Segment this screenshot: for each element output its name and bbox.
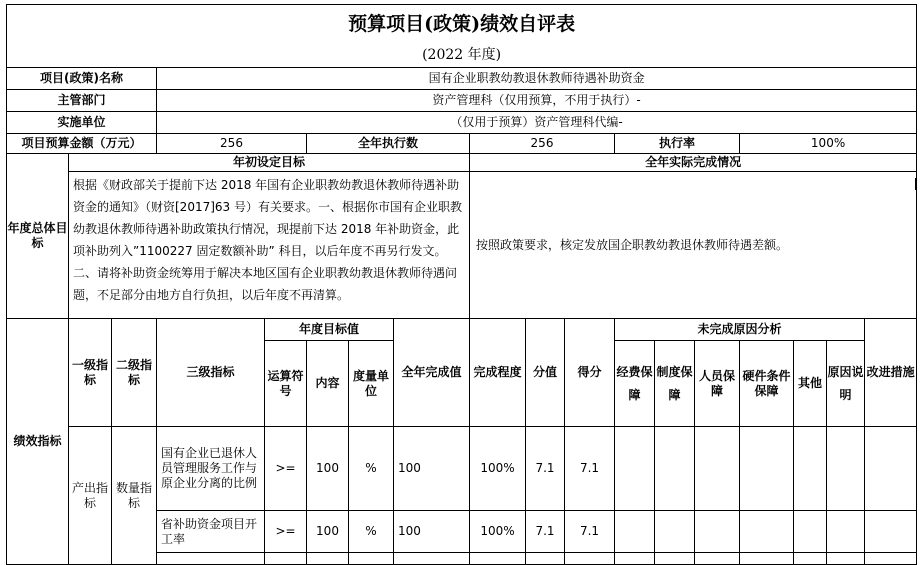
empty-cell bbox=[695, 427, 740, 511]
reason-hardware-header: 硬件条件保障 bbox=[740, 341, 794, 427]
actual-text: 按照政策要求，核定发放国企职教幼教退休教师待遇差额。 bbox=[470, 172, 917, 319]
empty-cell bbox=[740, 553, 794, 565]
level3-header: 三级指标 bbox=[157, 319, 265, 427]
empty-cell bbox=[565, 553, 615, 565]
empty-cell bbox=[865, 511, 917, 553]
empty-cell bbox=[740, 511, 794, 553]
empty-cell bbox=[695, 553, 740, 565]
indicator-name: 国有企业已退休人员管理服务工作与原企业分离的比例 bbox=[157, 427, 265, 511]
score-header: 得分 bbox=[565, 319, 615, 427]
empty-cell bbox=[615, 511, 655, 553]
empty-cell bbox=[157, 553, 265, 565]
level1-header: 一级指标 bbox=[69, 319, 112, 427]
target-text: 根据《财政部关于提前下达 2018 年国有企业职教幼教退休教师待遇补助资金的通知》（财资[2017]63 号）有关要求。一、根据你市国有企业职教幼教退休教师待遇补助政策执行情况，现提前下达 2018 年补助资金，此项补助列入”1100227 固定数额补助” 科目，以后年度不再另行发文。二、请将补助资金统筹用于解决本地区国有企业职教幼教退休教师待遇问题，不足部分由地方自行负担，以后年度不再清算。 bbox=[69, 172, 470, 319]
full-year-header: 全年完成值 bbox=[394, 319, 470, 427]
indicator-score: 7.1 bbox=[565, 427, 615, 511]
indicator-content: 100 bbox=[307, 511, 349, 553]
exec-value: 256 bbox=[470, 134, 615, 154]
indicator-unit: % bbox=[349, 511, 394, 553]
indicator-degree: 100% bbox=[470, 511, 526, 553]
empty-cell bbox=[794, 427, 827, 511]
indicator-score: 7.1 bbox=[565, 511, 615, 553]
reasons-header: 未完成原因分析 bbox=[615, 319, 865, 341]
empty-cell bbox=[394, 553, 470, 565]
unit-value: （仅用于预算）资产管理科代编- bbox=[157, 112, 917, 134]
indicator-content: 100 bbox=[307, 427, 349, 511]
empty-cell bbox=[740, 427, 794, 511]
indicator-op: >= bbox=[265, 427, 307, 511]
level1-value: 产出指标 bbox=[69, 427, 112, 565]
level2-header: 二级指标 bbox=[112, 319, 157, 427]
indicator-value: 7.1 bbox=[526, 511, 565, 553]
reason-funding-header: 经费保障 bbox=[615, 341, 655, 427]
unit-label: 实施单位 bbox=[7, 112, 157, 134]
empty-cell bbox=[615, 553, 655, 565]
indicator-full: 100 bbox=[394, 511, 470, 553]
empty-cell bbox=[794, 553, 827, 565]
empty-cell bbox=[865, 427, 917, 511]
empty-cell bbox=[827, 427, 865, 511]
empty-cell bbox=[655, 511, 695, 553]
indicator-full: 100 bbox=[394, 427, 470, 511]
dept-label: 主管部门 bbox=[7, 90, 157, 112]
improve-header: 改进措施 bbox=[865, 319, 917, 427]
empty-cell bbox=[470, 553, 526, 565]
degree-header: 完成程度 bbox=[470, 319, 526, 427]
empty-cell bbox=[794, 511, 827, 553]
indicator-op: >= bbox=[265, 511, 307, 553]
self-evaluation-table bbox=[6, 4, 917, 565]
page-title: 预算项目(政策)绩效自评表 bbox=[7, 5, 917, 45]
target-header: 年初设定目标 bbox=[69, 154, 470, 172]
empty-cell bbox=[655, 427, 695, 511]
reason-note-header: 原因说明 bbox=[827, 341, 865, 427]
year-label: (2022 年度) bbox=[7, 45, 917, 68]
empty-cell bbox=[615, 427, 655, 511]
empty-cell bbox=[827, 511, 865, 553]
exec-label: 全年执行数 bbox=[307, 134, 470, 154]
empty-cell bbox=[827, 553, 865, 565]
empty-cell bbox=[865, 553, 917, 565]
empty-cell bbox=[307, 553, 349, 565]
indicator-degree: 100% bbox=[470, 427, 526, 511]
score-value-header: 分值 bbox=[526, 319, 565, 427]
annual-goal-label: 年度总体目标 bbox=[7, 154, 69, 319]
project-name-label: 项目(政策)名称 bbox=[7, 68, 157, 90]
budget-label: 项目预算金额（万元） bbox=[7, 134, 157, 154]
project-name-value: 国有企业职教幼教退休教师待遇补助资金 bbox=[157, 68, 917, 90]
empty-cell bbox=[695, 511, 740, 553]
empty-cell bbox=[655, 553, 695, 565]
reason-staff-header: 人员保障 bbox=[695, 341, 740, 427]
reason-system-header: 制度保障 bbox=[655, 341, 695, 427]
level2-value: 数量指标 bbox=[112, 427, 157, 565]
budget-value: 256 bbox=[157, 134, 307, 154]
actual-header: 全年实际完成情况 bbox=[470, 154, 917, 172]
op-header: 运算符号 bbox=[265, 341, 307, 427]
content-header: 内容 bbox=[307, 341, 349, 427]
empty-cell bbox=[265, 553, 307, 565]
empty-cell bbox=[526, 553, 565, 565]
unit-header: 度量单位 bbox=[349, 341, 394, 427]
annual-target-header: 年度目标值 bbox=[265, 319, 394, 341]
empty-cell bbox=[349, 553, 394, 565]
rate-value: 100% bbox=[740, 134, 917, 154]
perf-label: 绩效指标 bbox=[7, 319, 69, 565]
reason-other-header: 其他 bbox=[794, 341, 827, 427]
rate-label: 执行率 bbox=[615, 134, 740, 154]
dept-value: 资产管理科（仅用预算，不用于执行）- bbox=[157, 90, 917, 112]
indicator-value: 7.1 bbox=[526, 427, 565, 511]
indicator-unit: % bbox=[349, 427, 394, 511]
indicator-name: 省补助资金项目开工率 bbox=[157, 511, 265, 553]
text-cursor bbox=[915, 178, 916, 190]
